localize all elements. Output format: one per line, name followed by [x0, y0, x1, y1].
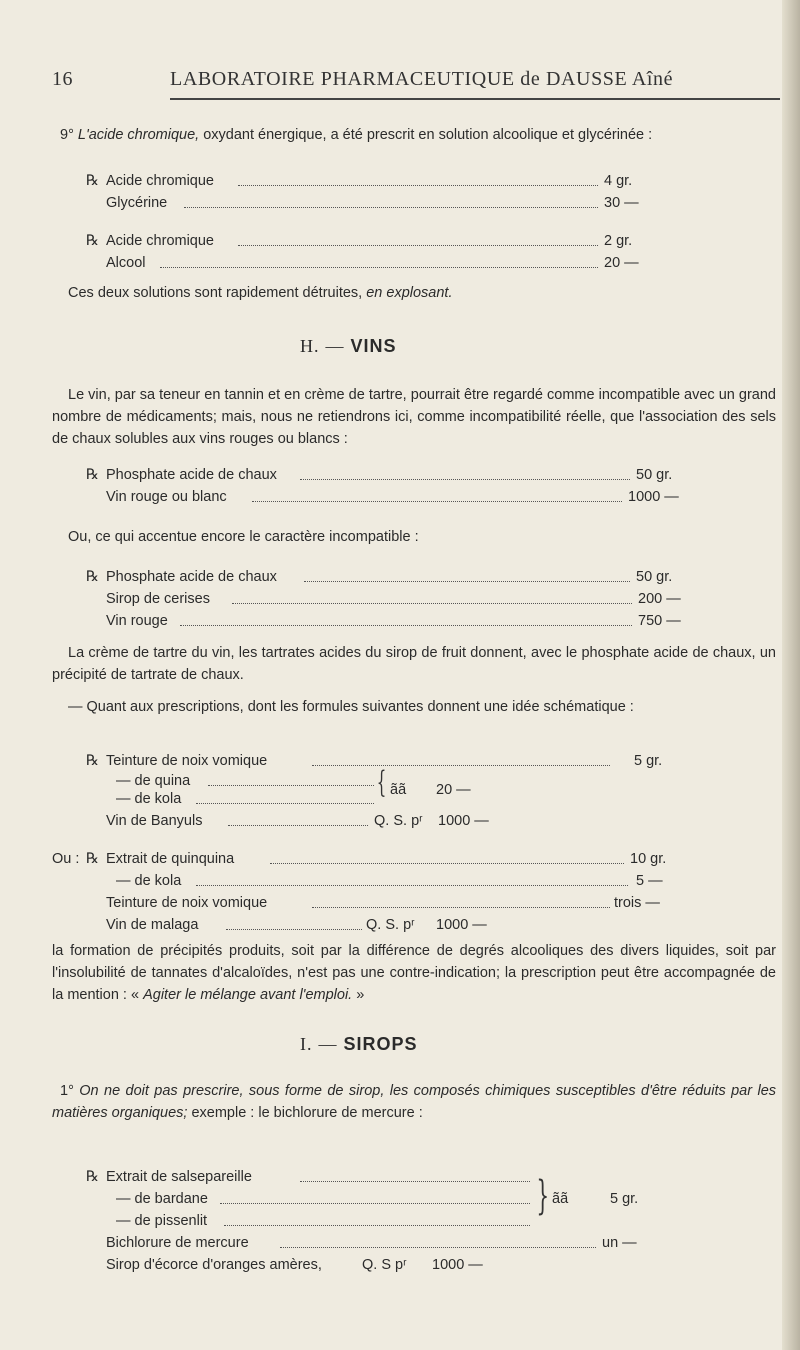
sirops-intro — [52, 1080, 776, 1124]
intro-text: oxydant énergique, a été prescrit en solution alcoolique et glycérinée : — [203, 127, 653, 143]
rx-ingredient: Sirop d'écorce d'oranges amères, — [106, 1257, 322, 1273]
rx-qs: Q. S. pʳ — [366, 917, 415, 933]
rx-symbol: ℞ — [86, 1169, 99, 1185]
or-label: Ou : — [52, 851, 80, 867]
note-emphasis: en explosant. — [366, 285, 453, 301]
page-edge — [782, 0, 800, 1350]
leader-dots — [304, 580, 630, 582]
leader-dots — [220, 1202, 530, 1204]
brace-icon: { — [376, 765, 387, 800]
rx-symbol: ℞ — [86, 569, 99, 585]
rx-ingredient: — de kola — [116, 791, 182, 807]
aa-marker: ãã — [552, 1191, 569, 1207]
rx-ingredient: Phosphate acide de chaux — [106, 467, 277, 483]
rx-ingredient: Extrait de quinquina — [106, 851, 235, 867]
rx-symbol: ℞ — [86, 467, 99, 483]
rx-qs: Q. S. pʳ — [374, 813, 423, 829]
leader-dots — [196, 802, 374, 804]
section-heading-vins — [300, 336, 397, 357]
rx-symbol: ℞ — [86, 173, 99, 189]
note-text: Ces deux solutions sont rapidement détruites, — [68, 285, 363, 301]
rx-quantity: 5 — — [636, 873, 663, 889]
section-letter: I. — [300, 1034, 313, 1054]
leader-dots — [312, 906, 610, 908]
rx-symbol: ℞ — [86, 753, 99, 769]
paragraph-emphasis: Agiter le mélange avant l'emploi. — [143, 987, 353, 1003]
rx-symbol: ℞ — [86, 851, 99, 867]
rx-ingredient: Alcool — [106, 255, 146, 271]
rx-ingredient: Glycérine — [106, 195, 168, 211]
rx-ingredient: Teinture de noix vomique — [106, 895, 268, 911]
rx-ingredient: Acide chromique — [106, 173, 214, 189]
rx-symbol: ℞ — [86, 233, 99, 249]
rx-ingredient: Vin rouge ou blanc — [106, 489, 227, 505]
paragraph-text: la formation de précipités produits, soit par la différence de degrés alcooliques des divers liquides, soit par l'insolubilité de tannates d'alcaloïdes, n'est pas une contre-indication; la prescription peut être accompagnée de la mention : « — [52, 943, 776, 1003]
vins-paragraph-1: Le vin, par sa teneur en tannin et en crème de tartre, pourrait être regardé comme incompatible avec un grand nombre de médicaments; mais, nous ne retiendrons ici, comme incompatibilité réelle, que l'association des sels de chaux solubles aux vins rouges ou blancs : — [52, 387, 776, 447]
rx-quantity: 5 gr. — [610, 1191, 639, 1207]
leader-dots — [280, 1246, 596, 1248]
header-rule — [170, 98, 780, 100]
rx-quantity: 1000 — — [432, 1257, 483, 1273]
leader-dots — [180, 624, 632, 626]
section-dash: — — [325, 336, 345, 356]
rx-ingredient: — de kola — [116, 873, 182, 889]
section-dash: — — [318, 1034, 338, 1054]
rx-ingredient: Acide chromique — [106, 233, 214, 249]
rx-quantity: 5 gr. — [634, 753, 663, 769]
leader-dots — [300, 478, 630, 480]
rx-ingredient: Vin rouge — [106, 613, 168, 629]
rx-ingredient: Teinture de noix vomique — [106, 753, 268, 769]
rx-ingredient: Vin de Banyuls — [106, 813, 203, 829]
rx-quantity: trois — — [614, 895, 660, 911]
leader-dots — [238, 184, 598, 186]
rx-quantity: 10 gr. — [630, 851, 667, 867]
rx-quantity: un — — [602, 1235, 637, 1251]
item-number: 1° — [60, 1083, 74, 1099]
leader-dots — [252, 500, 622, 502]
vins-paragraph-3: La crème de tartre du vin, les tartrates acides du sirop de fruit donnent, avec le phosphate acide de chaux, un précipité de tartrate de chaux. — [52, 645, 776, 683]
leader-dots — [226, 928, 362, 930]
rx-quantity: 50 gr. — [636, 569, 673, 585]
rx-quantity: 1000 — — [436, 917, 487, 933]
leader-dots — [300, 1180, 530, 1182]
section-title: VINS — [350, 336, 397, 356]
section-title: SIROPS — [343, 1034, 418, 1054]
chromic-acid-intro — [52, 124, 776, 146]
intro-text: exemple : le bichlorure de mercure : — [191, 1105, 423, 1121]
rx-ingredient: — de bardane — [116, 1191, 208, 1207]
leader-dots — [224, 1224, 530, 1226]
running-header-title: LABORATOIRE PHARMACEUTIQUE de DAUSSE Aîné — [170, 68, 674, 90]
rx-ingredient: Sirop de cerises — [106, 591, 210, 607]
intro-emphasis: On ne doit pas prescrire, sous forme de sirop, les composés chimiques susceptibles d'être réduits par les matières organiques; — [52, 1083, 777, 1121]
rx-quantity: 20 — — [604, 255, 639, 271]
rx-ingredient: Extrait de salsepareille — [106, 1169, 252, 1185]
leader-dots — [270, 862, 624, 864]
section-heading-sirops — [300, 1034, 418, 1055]
leader-dots — [228, 824, 368, 826]
leader-dots — [312, 764, 610, 766]
page-number: 16 — [52, 68, 73, 90]
item-number: 9° — [60, 127, 74, 143]
brace-icon: } — [536, 1173, 550, 1219]
vins-paragraph-2: Ou, ce qui accentue encore le caractère incompatible : — [68, 529, 419, 545]
rx-ingredient: Vin de malaga — [106, 917, 199, 933]
rx-ingredient: — de pissenlit — [116, 1213, 208, 1229]
vins-paragraph-5 — [52, 940, 776, 1006]
vins-paragraph-4: — Quant aux prescriptions, dont les formules suivantes donnent une idée schématique : — [68, 699, 634, 715]
rx-ingredient: — de quina — [116, 773, 191, 789]
leader-dots — [208, 784, 374, 786]
rx-qs: Q. S pʳ — [362, 1257, 407, 1273]
rx-quantity: 1000 — — [438, 813, 489, 829]
rx-quantity: 50 gr. — [636, 467, 673, 483]
rx-ingredient: Phosphate acide de chaux — [106, 569, 277, 585]
leader-dots — [196, 884, 628, 886]
rx-quantity: 4 gr. — [604, 173, 633, 189]
rx-quantity: 200 — — [638, 591, 681, 607]
rx-quantity: 2 gr. — [604, 233, 633, 249]
rx-ingredient: Bichlorure de mercure — [106, 1235, 249, 1251]
rx-quantity: 30 — — [604, 195, 639, 211]
intro-emphasis: L'acide chromique, — [77, 127, 200, 143]
paragraph-text-end: » — [356, 987, 365, 1003]
aa-marker: ãã — [390, 782, 407, 798]
rx-quantity: 1000 — — [628, 489, 679, 505]
rx-quantity: 20 — — [436, 782, 471, 798]
leader-dots — [160, 266, 598, 268]
rx-quantity: 750 — — [638, 613, 681, 629]
section-letter: H. — [300, 336, 320, 356]
chromic-note — [52, 282, 776, 304]
leader-dots — [184, 206, 598, 208]
leader-dots — [238, 244, 598, 246]
leader-dots — [232, 602, 632, 604]
